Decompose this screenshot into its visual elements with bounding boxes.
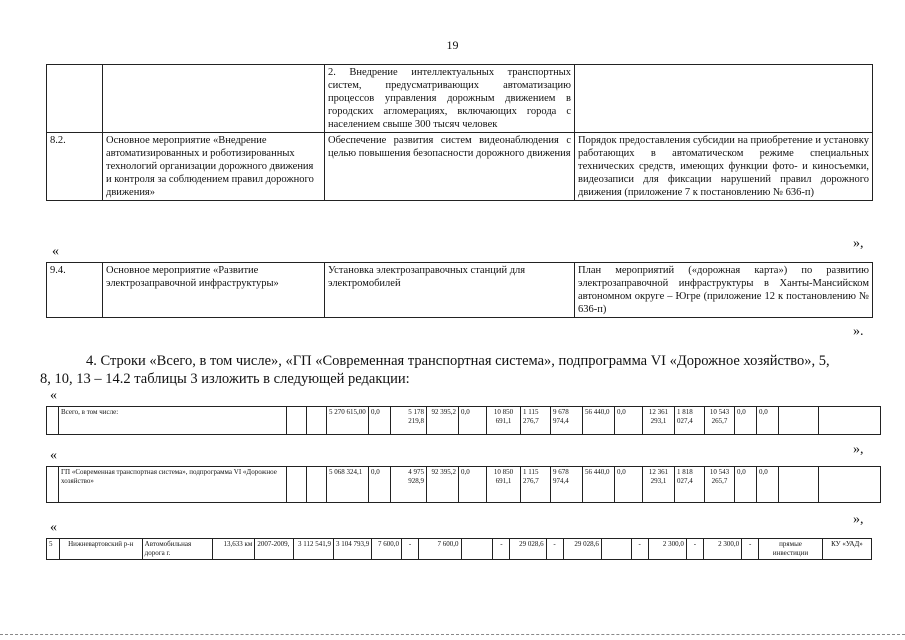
table-row xyxy=(47,539,872,560)
table-cell: 10 543 265,7 xyxy=(705,407,735,435)
table-cell: 1 818 027,4 xyxy=(675,407,705,435)
table-cell: 5 068 324,1 xyxy=(327,467,369,503)
table-cell: 4 975 928,9 xyxy=(391,467,427,503)
table-cell: 0,0 xyxy=(735,467,757,503)
paragraph-line: 4. Строки «Всего, в том числе», «ГП «Современная транспортная система», подпрограмма VI «Дорожное хозяйство», 5, xyxy=(86,353,830,369)
paragraph-line: 8, 10, 13 – 14.2 таблицы 3 изложить в следующей редакции: xyxy=(40,371,410,387)
table-cell: 0,0 xyxy=(369,467,391,503)
table-cell: - xyxy=(402,539,419,560)
table-cell: 9 678 974,4 xyxy=(551,407,583,435)
table-cell: 9 678 974,4 xyxy=(551,467,583,503)
totals-table xyxy=(46,406,881,435)
table-cell: 29 028,6 xyxy=(563,539,601,560)
measure-document: План мероприятий («дорожная карта») по развитию электрозаправочной инфраструктуры в Ханты-Мансийском автономном округе – Югре (приложение 12 к постановлению № 636-п) xyxy=(575,263,873,318)
table-cell: 0,0 xyxy=(615,467,643,503)
table-cell: - xyxy=(546,539,563,560)
close-quote: », xyxy=(853,236,864,251)
table-cell xyxy=(601,539,631,560)
open-quote: « xyxy=(50,448,57,463)
table-cell: 12 361 293,1 xyxy=(643,407,675,435)
measure-document: Порядок предоставления субсидии на приобретение и установку работающих в автоматическом режиме специальных технических средств, имеющих функции фото- и киносъемки, видеозаписи для фиксации нарушений правил дорожного движения (приложение 7 к постановлению № 636-п) xyxy=(575,133,873,201)
table-cell: - xyxy=(631,539,648,560)
page-number: 19 xyxy=(446,38,459,52)
table-cell: КУ «УАД» xyxy=(822,539,871,560)
table-cell: 3 104 793,9 xyxy=(334,539,372,560)
table-cell: 10 850 691,1 xyxy=(487,467,521,503)
table-cell: 1 818 027,4 xyxy=(675,467,705,503)
object-table xyxy=(46,538,872,560)
table-row xyxy=(47,467,881,503)
table-cell: 2 300,0 xyxy=(703,539,741,560)
open-quote: « xyxy=(52,244,59,259)
table-cell: 0,0 xyxy=(459,467,487,503)
close-quote: », xyxy=(853,442,864,457)
table-cell: 0,0 xyxy=(615,407,643,435)
row-label: Всего, в том числе: xyxy=(59,407,287,435)
table-row xyxy=(47,407,881,435)
table-cell: 0,0 xyxy=(735,407,757,435)
table-cell: - xyxy=(493,539,510,560)
table-cell: 13,633 км xyxy=(212,539,255,560)
table-cell: Автомобильная дорога г. xyxy=(142,539,212,560)
table-cell: 7 600,0 xyxy=(372,539,402,560)
close-quote: », xyxy=(853,512,864,527)
measure-name: Основное мероприятие «Развитие электрозаправочной инфраструктуры» xyxy=(103,263,325,318)
table-cell xyxy=(461,539,493,560)
table-cell: 2. Внедрение интеллектуальных транспортных систем, предусматривающих автоматизацию процессов управления дорожным движением в городских агломерациях, включающих города с населением свыше 300 тысяч человек xyxy=(325,65,575,133)
table-cell: Нижневартовский р-н xyxy=(59,539,142,560)
table-row xyxy=(47,133,873,201)
table-cell: 1 115 276,7 xyxy=(521,467,551,503)
measure-task: Обеспечение развития систем видеонаблюдения с целью повышения безопасности дорожного движения xyxy=(325,133,575,201)
measure-name: Основное мероприятие «Внедрение автоматизированных и роботизированных технологий организации дорожного движения и контроля за соблюдением правил дорожного движения» xyxy=(103,133,325,201)
table-cell: - xyxy=(742,539,759,560)
table-cell: 0,0 xyxy=(369,407,391,435)
table-cell: 12 361 293,1 xyxy=(643,467,675,503)
table-cell: - xyxy=(686,539,703,560)
table-cell: 5 178 219,8 xyxy=(391,407,427,435)
close-quote: ». xyxy=(853,324,864,339)
table-row xyxy=(47,263,873,318)
row-number: 5 xyxy=(47,539,60,560)
table-cell: 92 395,2 xyxy=(427,407,459,435)
table-cell: 56 440,0 xyxy=(583,407,615,435)
instruction-paragraph xyxy=(40,352,870,388)
table-cell: прямые инвестиции xyxy=(759,539,823,560)
page-bottom-edge xyxy=(0,634,905,635)
table-cell: 10 543 265,7 xyxy=(705,467,735,503)
table-cell: 2 300,0 xyxy=(648,539,686,560)
table-cell: 56 440,0 xyxy=(583,467,615,503)
table-cell: 5 270 615,00 xyxy=(327,407,369,435)
table-cell: 1 115 276,7 xyxy=(521,407,551,435)
table-cell: 29 028,6 xyxy=(510,539,546,560)
measure-task: Установка электрозаправочных станций для электромобилей xyxy=(325,263,575,318)
table-cell: 0,0 xyxy=(757,467,779,503)
measures-table-top xyxy=(46,64,873,201)
program-table xyxy=(46,466,881,503)
table-row xyxy=(47,65,873,133)
open-quote: « xyxy=(50,388,57,403)
row-label: ГП «Современная транспортная система», подпрограмма VI «Дорожное хозяйство» xyxy=(59,467,287,503)
open-quote: « xyxy=(50,520,57,535)
table-cell: 0,0 xyxy=(459,407,487,435)
table-cell: 10 850 691,1 xyxy=(487,407,521,435)
row-number: 8.2. xyxy=(47,133,103,201)
table-cell: 3 112 541,9 xyxy=(293,539,333,560)
table-cell: 7 600,0 xyxy=(419,539,462,560)
table-cell: 0,0 xyxy=(757,407,779,435)
measures-table-94 xyxy=(46,262,873,318)
table-cell: 2007-2009, xyxy=(255,539,293,560)
row-number: 9.4. xyxy=(47,263,103,318)
table-cell: 92 395,2 xyxy=(427,467,459,503)
